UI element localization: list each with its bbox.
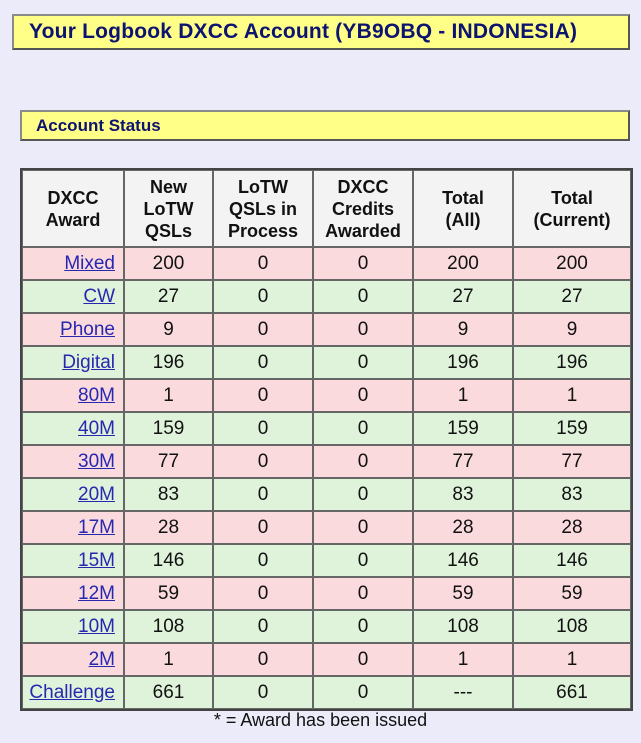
award-cell bbox=[22, 544, 124, 577]
total-current-cell: 661 bbox=[513, 676, 631, 709]
award-link[interactable]: 2M bbox=[88, 648, 115, 670]
table-row bbox=[22, 346, 631, 379]
new-lotw-qsls-cell: 27 bbox=[124, 280, 213, 313]
award-cell bbox=[22, 412, 124, 445]
table-row bbox=[22, 247, 631, 280]
award-cell bbox=[22, 346, 124, 379]
total-all-cell: 1 bbox=[413, 643, 513, 676]
award-link[interactable]: 15M bbox=[78, 549, 115, 571]
award-link[interactable]: 80M bbox=[78, 384, 115, 406]
column-header-new-lotw: New LoTW QSLs bbox=[124, 170, 213, 247]
column-header-award: DXCC Award bbox=[22, 170, 124, 247]
column-header-total-all: Total (All) bbox=[413, 170, 513, 247]
total-all-cell: 77 bbox=[413, 445, 513, 478]
new-lotw-qsls-cell: 196 bbox=[124, 346, 213, 379]
award-link[interactable]: 40M bbox=[78, 417, 115, 439]
page-header-banner bbox=[12, 14, 630, 50]
total-all-cell: 1 bbox=[413, 379, 513, 412]
credits-awarded-cell: 0 bbox=[313, 313, 413, 346]
total-all-cell: 59 bbox=[413, 577, 513, 610]
in-process-cell: 0 bbox=[213, 643, 313, 676]
total-current-cell: 196 bbox=[513, 346, 631, 379]
total-all-cell: 159 bbox=[413, 412, 513, 445]
in-process-cell: 0 bbox=[213, 313, 313, 346]
table-row bbox=[22, 544, 631, 577]
new-lotw-qsls-cell: 77 bbox=[124, 445, 213, 478]
total-all-cell: --- bbox=[413, 676, 513, 709]
new-lotw-qsls-cell: 146 bbox=[124, 544, 213, 577]
in-process-cell: 0 bbox=[213, 379, 313, 412]
credits-awarded-cell: 0 bbox=[313, 379, 413, 412]
in-process-cell: 0 bbox=[213, 346, 313, 379]
award-cell bbox=[22, 478, 124, 511]
in-process-cell: 0 bbox=[213, 610, 313, 643]
new-lotw-qsls-cell: 159 bbox=[124, 412, 213, 445]
award-link[interactable]: 30M bbox=[78, 450, 115, 472]
award-link[interactable]: 12M bbox=[78, 582, 115, 604]
table-row bbox=[22, 445, 631, 478]
credits-awarded-cell: 0 bbox=[313, 478, 413, 511]
table-header-row bbox=[22, 170, 631, 247]
in-process-cell: 0 bbox=[213, 577, 313, 610]
in-process-cell: 0 bbox=[213, 511, 313, 544]
in-process-cell: 0 bbox=[213, 478, 313, 511]
total-current-cell: 28 bbox=[513, 511, 631, 544]
total-all-cell: 9 bbox=[413, 313, 513, 346]
new-lotw-qsls-cell: 1 bbox=[124, 379, 213, 412]
credits-awarded-cell: 0 bbox=[313, 511, 413, 544]
total-current-cell: 1 bbox=[513, 379, 631, 412]
total-current-cell: 159 bbox=[513, 412, 631, 445]
total-current-cell: 1 bbox=[513, 643, 631, 676]
footnote: * = Award has been issued bbox=[213, 710, 428, 730]
total-current-cell: 146 bbox=[513, 544, 631, 577]
total-all-cell: 27 bbox=[413, 280, 513, 313]
award-cell bbox=[22, 610, 124, 643]
total-all-cell: 196 bbox=[413, 346, 513, 379]
award-cell bbox=[22, 247, 124, 280]
total-current-cell: 59 bbox=[513, 577, 631, 610]
new-lotw-qsls-cell: 83 bbox=[124, 478, 213, 511]
total-all-cell: 83 bbox=[413, 478, 513, 511]
total-current-cell: 200 bbox=[513, 247, 631, 280]
table-row bbox=[22, 379, 631, 412]
credits-awarded-cell: 0 bbox=[313, 544, 413, 577]
award-link[interactable]: 20M bbox=[78, 483, 115, 505]
award-link[interactable]: Phone bbox=[60, 318, 115, 340]
table-row bbox=[22, 313, 631, 346]
in-process-cell: 0 bbox=[213, 412, 313, 445]
credits-awarded-cell: 0 bbox=[313, 610, 413, 643]
award-cell bbox=[22, 676, 124, 709]
total-current-cell: 108 bbox=[513, 610, 631, 643]
total-current-cell: 77 bbox=[513, 445, 631, 478]
credits-awarded-cell: 0 bbox=[313, 676, 413, 709]
credits-awarded-cell: 0 bbox=[313, 280, 413, 313]
in-process-cell: 0 bbox=[213, 676, 313, 709]
dxcc-account-table bbox=[20, 168, 633, 711]
award-cell bbox=[22, 643, 124, 676]
table-row bbox=[22, 412, 631, 445]
new-lotw-qsls-cell: 59 bbox=[124, 577, 213, 610]
award-cell bbox=[22, 577, 124, 610]
award-link[interactable]: Digital bbox=[62, 351, 115, 373]
column-header-credits-awarded: DXCC Credits Awarded bbox=[313, 170, 413, 247]
total-all-cell: 146 bbox=[413, 544, 513, 577]
account-status-header bbox=[20, 110, 630, 141]
new-lotw-qsls-cell: 200 bbox=[124, 247, 213, 280]
table-row bbox=[22, 610, 631, 643]
credits-awarded-cell: 0 bbox=[313, 346, 413, 379]
credits-awarded-cell: 0 bbox=[313, 247, 413, 280]
new-lotw-qsls-cell: 9 bbox=[124, 313, 213, 346]
new-lotw-qsls-cell: 28 bbox=[124, 511, 213, 544]
award-cell bbox=[22, 445, 124, 478]
column-header-in-process: LoTW QSLs in Process bbox=[213, 170, 313, 247]
total-current-cell: 9 bbox=[513, 313, 631, 346]
award-link[interactable]: Mixed bbox=[64, 252, 115, 274]
total-all-cell: 200 bbox=[413, 247, 513, 280]
in-process-cell: 0 bbox=[213, 445, 313, 478]
award-link[interactable]: Challenge bbox=[29, 681, 115, 703]
total-current-cell: 83 bbox=[513, 478, 631, 511]
total-all-cell: 28 bbox=[413, 511, 513, 544]
page-title: Your Logbook DXCC Account (YB9OBQ - INDONESIA) bbox=[29, 20, 578, 43]
award-cell bbox=[22, 313, 124, 346]
in-process-cell: 0 bbox=[213, 247, 313, 280]
new-lotw-qsls-cell: 108 bbox=[124, 610, 213, 643]
in-process-cell: 0 bbox=[213, 544, 313, 577]
table-row bbox=[22, 478, 631, 511]
award-cell bbox=[22, 379, 124, 412]
new-lotw-qsls-cell: 661 bbox=[124, 676, 213, 709]
credits-awarded-cell: 0 bbox=[313, 445, 413, 478]
table-row bbox=[22, 676, 631, 709]
table-row bbox=[22, 643, 631, 676]
award-link[interactable]: 10M bbox=[78, 615, 115, 637]
credits-awarded-cell: 0 bbox=[313, 577, 413, 610]
credits-awarded-cell: 0 bbox=[313, 412, 413, 445]
table-row bbox=[22, 280, 631, 313]
column-header-total-current: Total (Current) bbox=[513, 170, 631, 247]
table-row bbox=[22, 511, 631, 544]
in-process-cell: 0 bbox=[213, 280, 313, 313]
total-all-cell: 108 bbox=[413, 610, 513, 643]
award-link[interactable]: CW bbox=[83, 285, 115, 307]
credits-awarded-cell: 0 bbox=[313, 643, 413, 676]
section-title: Account Status bbox=[36, 115, 161, 135]
award-cell bbox=[22, 280, 124, 313]
table-row bbox=[22, 577, 631, 610]
new-lotw-qsls-cell: 1 bbox=[124, 643, 213, 676]
award-cell bbox=[22, 511, 124, 544]
award-link[interactable]: 17M bbox=[78, 516, 115, 538]
total-current-cell: 27 bbox=[513, 280, 631, 313]
